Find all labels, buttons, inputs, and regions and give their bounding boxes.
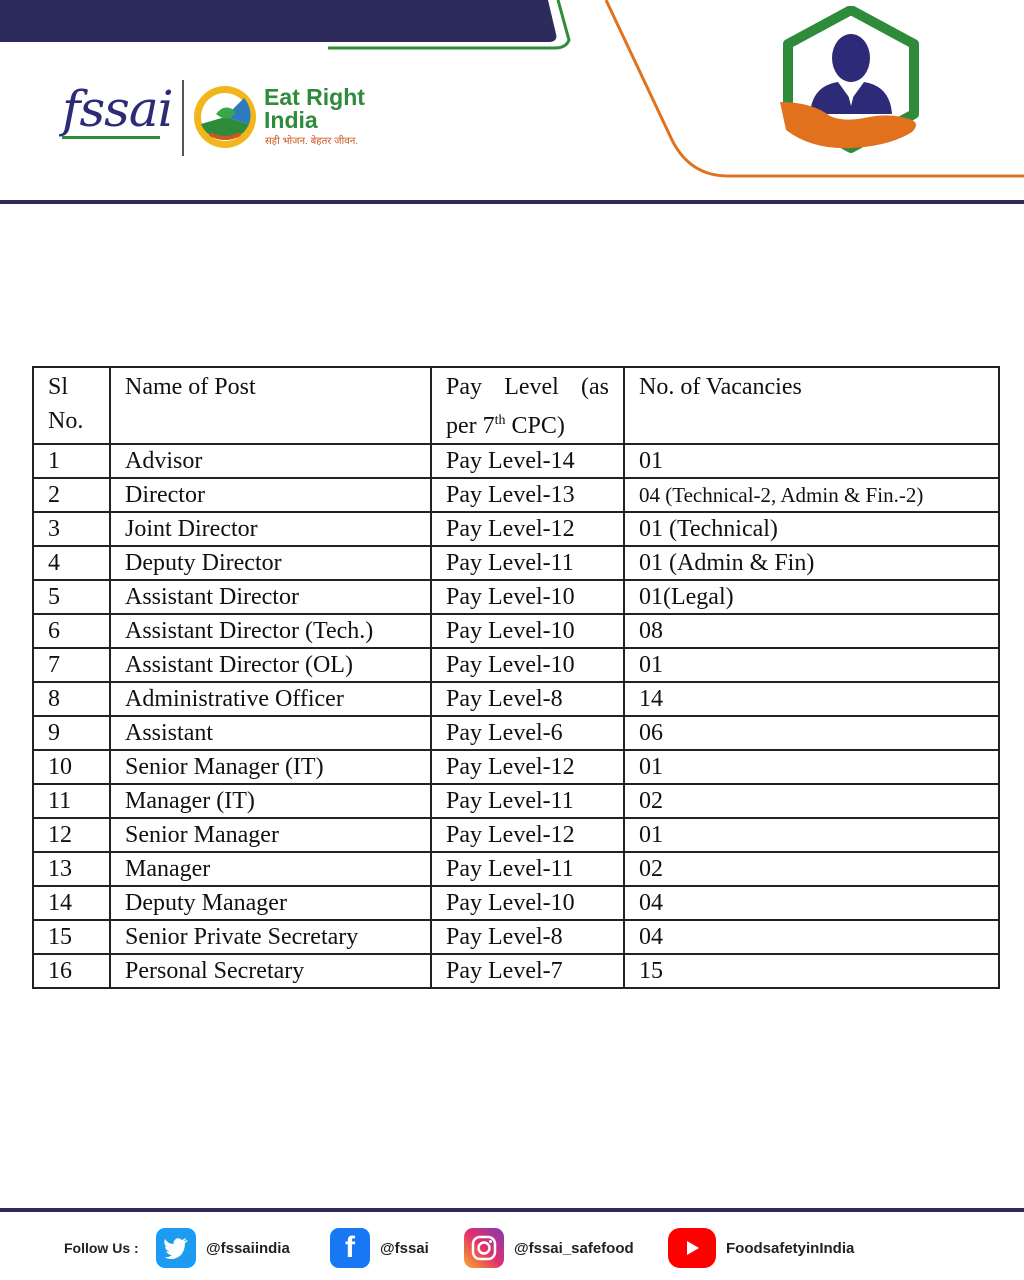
cell-pay-level: Pay Level-10 <box>431 614 624 648</box>
cell-pay-level: Pay Level-14 <box>431 444 624 478</box>
table-row <box>33 648 999 682</box>
table-header-row <box>33 367 999 444</box>
cell-pay-level: Pay Level-12 <box>431 818 624 852</box>
cell-sl-no: 6 <box>33 614 110 648</box>
cell-post-name: Administrative Officer <box>110 682 431 716</box>
header-sl-no: Sl No. <box>33 367 110 444</box>
cell-post-name: Personal Secretary <box>110 954 431 988</box>
cell-sl-no: 7 <box>33 648 110 682</box>
instagram-handle: @fssai_safefood <box>514 1239 634 1257</box>
header-no-of-vacancies: No. of Vacancies <box>624 367 999 444</box>
table-row <box>33 580 999 614</box>
follow-us-label: Follow Us : <box>64 1240 139 1256</box>
table-row <box>33 682 999 716</box>
table-row <box>33 852 999 886</box>
cell-vacancies: 04 (Technical-2, Admin & Fin.-2) <box>624 478 999 512</box>
cell-sl-no: 13 <box>33 852 110 886</box>
twitter-icon <box>156 1228 196 1268</box>
cell-vacancies: 02 <box>624 784 999 818</box>
cell-vacancies: 04 <box>624 920 999 954</box>
facebook-icon: f <box>330 1228 370 1268</box>
cell-post-name: Assistant Director (Tech.) <box>110 614 431 648</box>
twitter-link[interactable] <box>156 1226 290 1270</box>
table-row <box>33 614 999 648</box>
cell-post-name: Manager (IT) <box>110 784 431 818</box>
cell-pay-level: Pay Level-8 <box>431 920 624 954</box>
table-row <box>33 818 999 852</box>
footer-divider <box>0 1208 1024 1212</box>
employee-hand-icon <box>772 6 930 156</box>
instagram-icon <box>464 1228 504 1268</box>
cell-sl-no: 3 <box>33 512 110 546</box>
cell-vacancies: 01 <box>624 444 999 478</box>
eat-right-india-tagline: सही भोजन. बेहतर जीवन. <box>265 136 359 147</box>
cell-pay-level: Pay Level-12 <box>431 512 624 546</box>
cell-pay-level: Pay Level-7 <box>431 954 624 988</box>
cell-post-name: Senior Manager <box>110 818 431 852</box>
cell-vacancies: 08 <box>624 614 999 648</box>
cell-pay-level: Pay Level-6 <box>431 716 624 750</box>
cell-post-name: Assistant Director <box>110 580 431 614</box>
logo-divider <box>182 80 184 156</box>
cell-sl-no: 14 <box>33 886 110 920</box>
cell-post-name: Joint Director <box>110 512 431 546</box>
cell-post-name: Senior Manager (IT) <box>110 750 431 784</box>
cell-pay-level: Pay Level-10 <box>431 886 624 920</box>
eat-right-india-title: Eat Right India <box>264 84 365 133</box>
cell-pay-level: Pay Level-8 <box>431 682 624 716</box>
facebook-link[interactable] <box>330 1226 429 1270</box>
header-divider <box>0 200 1024 204</box>
table-row <box>33 750 999 784</box>
header-pay-level: Pay Level (as per 7th CPC) <box>431 367 624 444</box>
table-row <box>33 512 999 546</box>
cell-vacancies: 15 <box>624 954 999 988</box>
cell-post-name: Assistant <box>110 716 431 750</box>
cell-post-name: Advisor <box>110 444 431 478</box>
cell-pay-level: Pay Level-11 <box>431 784 624 818</box>
table-row <box>33 784 999 818</box>
cell-sl-no: 12 <box>33 818 110 852</box>
cell-sl-no: 11 <box>33 784 110 818</box>
table-row <box>33 478 999 512</box>
youtube-handle: FoodsafetyinIndia <box>726 1239 855 1257</box>
cell-vacancies: 01 <box>624 818 999 852</box>
cell-sl-no: 15 <box>33 920 110 954</box>
table-row <box>33 954 999 988</box>
fssai-wordmark: fssai <box>62 80 173 138</box>
cell-post-name: Senior Private Secretary <box>110 920 431 954</box>
cell-vacancies: 01 (Technical) <box>624 512 999 546</box>
vacancy-table <box>32 366 1000 989</box>
cell-pay-level: Pay Level-12 <box>431 750 624 784</box>
twitter-handle: @fssaiindia <box>206 1239 290 1257</box>
cell-vacancies: 02 <box>624 852 999 886</box>
cell-vacancies: 01 <box>624 750 999 784</box>
cell-sl-no: 2 <box>33 478 110 512</box>
facebook-handle: @fssai <box>380 1239 429 1257</box>
table-row <box>33 920 999 954</box>
cell-post-name: Manager <box>110 852 431 886</box>
cell-vacancies: 01 (Admin & Fin) <box>624 546 999 580</box>
cell-post-name: Deputy Manager <box>110 886 431 920</box>
cell-sl-no: 8 <box>33 682 110 716</box>
cell-vacancies: 06 <box>624 716 999 750</box>
eat-right-india-emblem-icon <box>192 84 258 150</box>
fssai-logo <box>62 80 173 150</box>
table-row <box>33 716 999 750</box>
cell-pay-level: Pay Level-13 <box>431 478 624 512</box>
cell-pay-level: Pay Level-11 <box>431 546 624 580</box>
cell-pay-level: Pay Level-10 <box>431 648 624 682</box>
cell-sl-no: 16 <box>33 954 110 988</box>
cell-pay-level: Pay Level-10 <box>431 580 624 614</box>
cell-sl-no: 5 <box>33 580 110 614</box>
cell-sl-no: 9 <box>33 716 110 750</box>
cell-post-name: Director <box>110 478 431 512</box>
table-row <box>33 546 999 580</box>
cell-vacancies: 04 <box>624 886 999 920</box>
cell-pay-level: Pay Level-11 <box>431 852 624 886</box>
youtube-icon <box>668 1228 716 1268</box>
cell-sl-no: 4 <box>33 546 110 580</box>
youtube-link[interactable] <box>668 1226 854 1270</box>
cell-vacancies: 01 <box>624 648 999 682</box>
table-row <box>33 444 999 478</box>
cell-sl-no: 1 <box>33 444 110 478</box>
cell-vacancies: 01(Legal) <box>624 580 999 614</box>
cell-sl-no: 10 <box>33 750 110 784</box>
cell-vacancies: 14 <box>624 682 999 716</box>
table-row <box>33 886 999 920</box>
header-name-of-post: Name of Post <box>110 367 431 444</box>
instagram-link[interactable] <box>464 1226 634 1270</box>
cell-post-name: Deputy Director <box>110 546 431 580</box>
cell-post-name: Assistant Director (OL) <box>110 648 431 682</box>
